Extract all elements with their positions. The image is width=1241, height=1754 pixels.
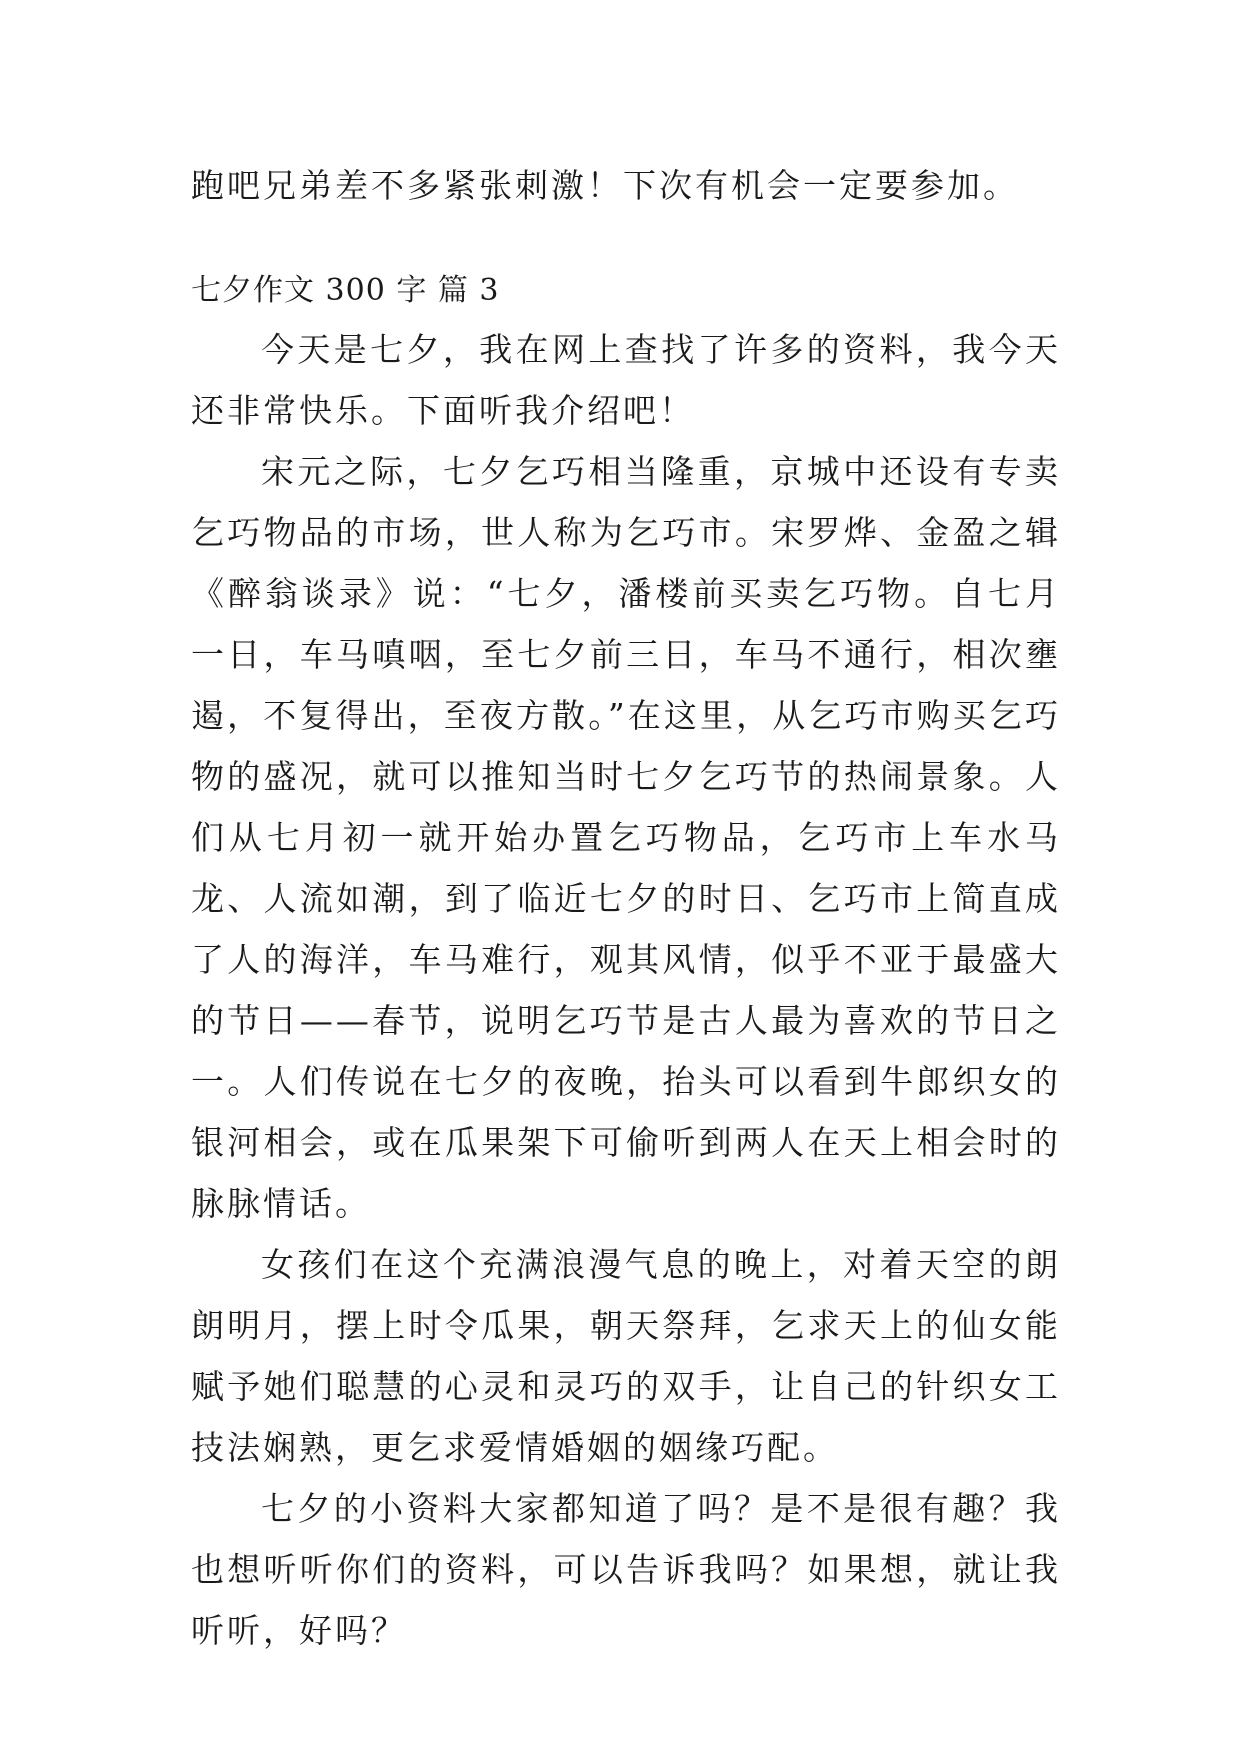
continuation-paragraph: 跑吧兄弟差不多紧张刺激！下次有机会一定要参加。 (191, 166, 1019, 205)
paragraph-intro: 今天是七夕，我在网上查找了许多的资料，我今天还非常快乐。下面听我介绍吧！ (191, 330, 1061, 430)
paragraph-girls: 女孩们在这个充满浪漫气息的晚上，对着天空的朗朗明月，摆上时令瓜果，朝天祭拜，乞求天上的仙女能赋予她们聪慧的心灵和灵巧的双手，让自己的针织女工技法娴熟，更乞求爱情婚姻的姻缘巧配。 (191, 1245, 1061, 1467)
document-body (191, 155, 1061, 1661)
section-title: 七夕作文 300 字 篇 3 (191, 273, 500, 308)
spacer (191, 216, 1061, 266)
paragraph-closing: 七夕的小资料大家都知道了吗？是不是很有趣？我也想听听你们的资料，可以告诉我吗？如果想，就让我听听，好吗？ (191, 1489, 1061, 1650)
paragraph-history: 宋元之际，七夕乞巧相当隆重，京城中还设有专卖乞巧物品的市场，世人称为乞巧市。宋罗烨、金盈之辑《醉翁谈录》说：“七夕，潘楼前买卖乞巧物。自七月一日，车马嗔咽，至七夕前三日，车马不通行，相次壅遏，不复得出，至夜方散。”在这里，从乞巧市购买乞巧物的盛况，就可以推知当时七夕乞巧节的热闹景象。人们从七月初一就开始办置乞巧物品，乞巧市上车水马龙、人流如潮，到了临近七夕的时日、乞巧市上简直成了人的海洋，车马难行，观其风情，似乎不亚于最盛大的节日——春节，说明乞巧节是古人最为喜欢的节日之一。人们传说在七夕的夜晚，抬头可以看到牛郎织女的银河相会，或在瓜果架下可偷听到两人在天上相会时的脉脉情话。 (191, 452, 1061, 1223)
